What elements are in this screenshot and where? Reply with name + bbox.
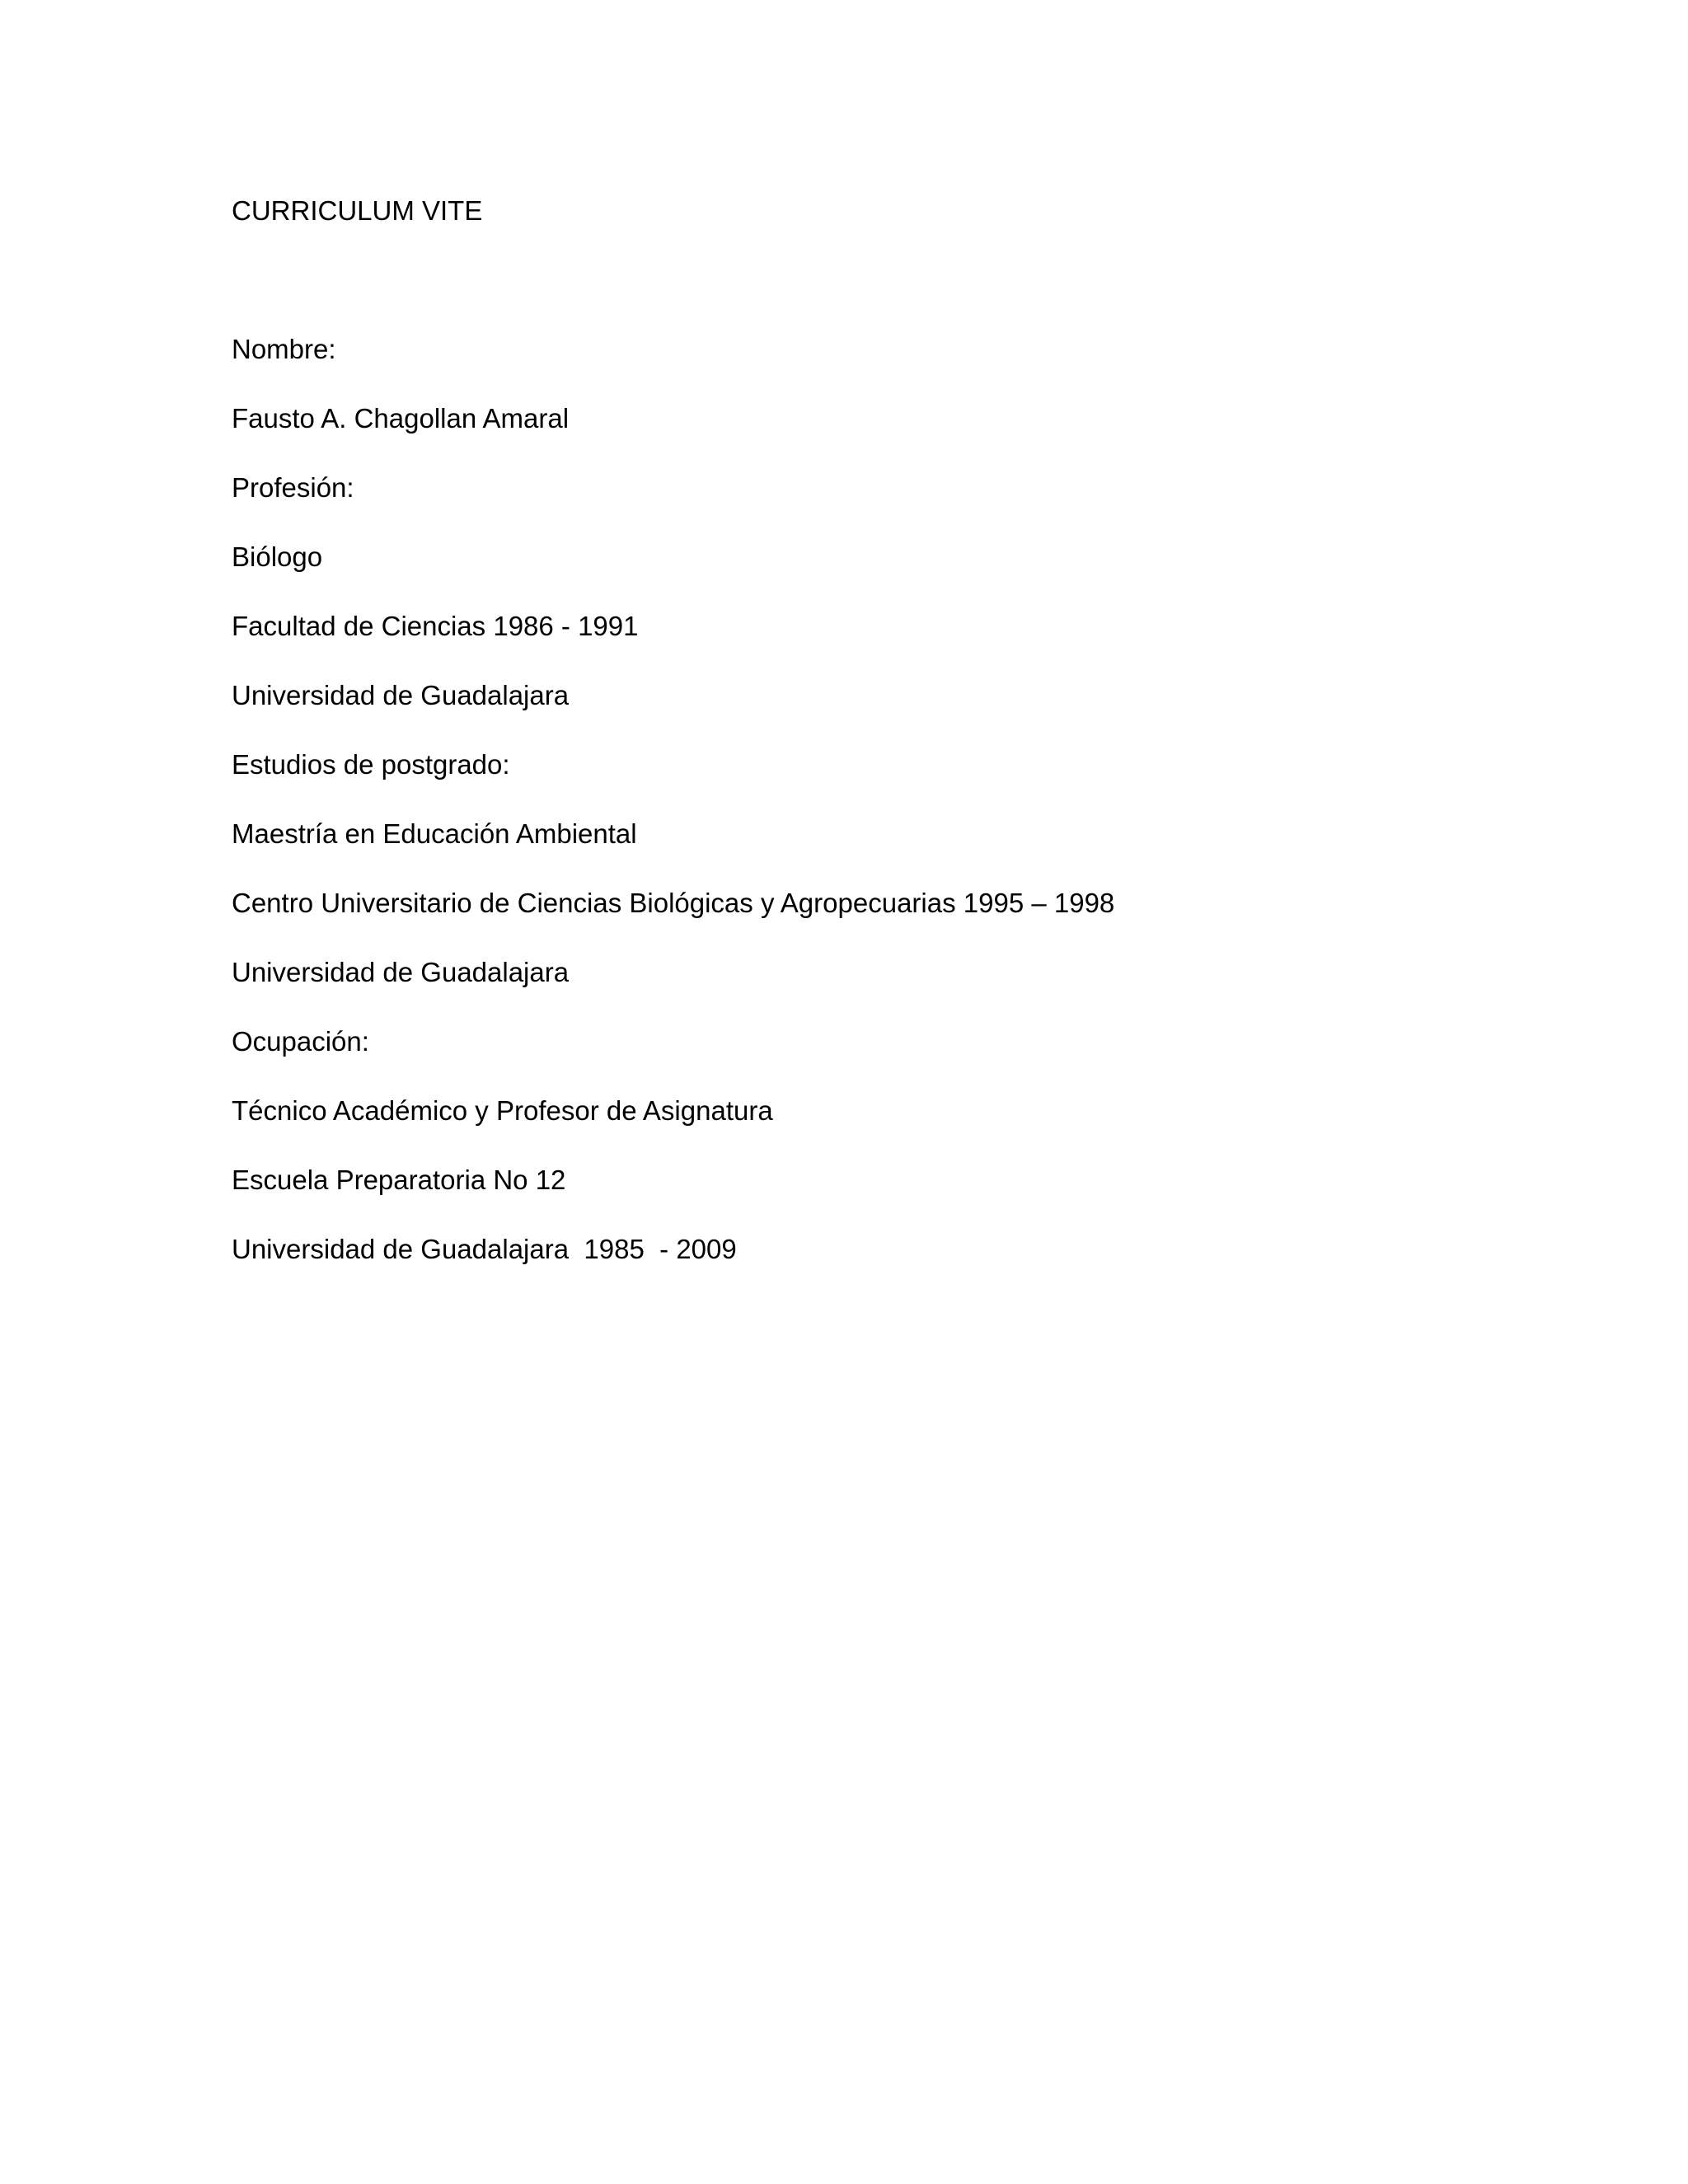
university-line-3: Universidad de Guadalajara 1985 - 2009 — [232, 1234, 737, 1264]
profesion-value: Biólogo — [232, 541, 323, 572]
centro-line: Centro Universitario de Ciencias Biológicas y Agropecuarias 1995 – 1998 — [232, 888, 1115, 918]
label-profesion: Profesión: — [232, 472, 354, 503]
ocupacion-value: Técnico Académico y Profesor de Asignatura — [232, 1095, 773, 1126]
label-nombre: Nombre: — [232, 334, 336, 364]
university-line-2: Universidad de Guadalajara — [232, 957, 570, 987]
maestria-line: Maestría en Educación Ambiental — [232, 818, 637, 849]
document-title: CURRICULUM VITE — [232, 195, 483, 226]
name-value: Fausto A. Chagollan Amaral — [232, 403, 570, 434]
escuela-line: Escuela Preparatoria No 12 — [232, 1165, 566, 1195]
university-line: Universidad de Guadalajara — [232, 680, 570, 710]
label-postgrado: Estudios de postgrado: — [232, 749, 510, 780]
faculty-line: Facultad de Ciencias 1986 - 1991 — [232, 611, 639, 641]
label-ocupacion: Ocupación: — [232, 1026, 369, 1057]
